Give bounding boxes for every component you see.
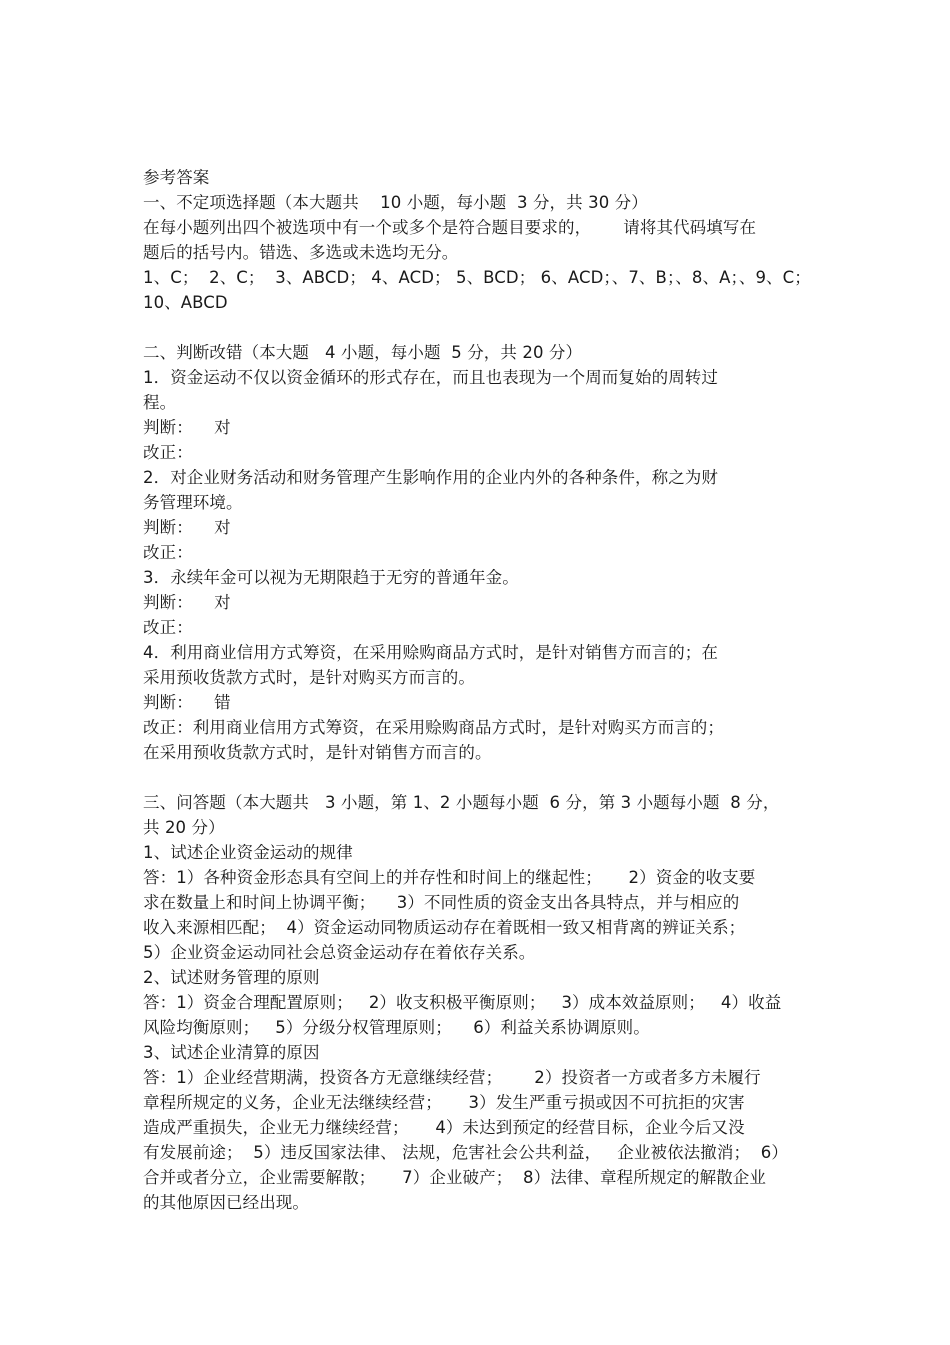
s3-q1-answer: 5）企业资金运动同社会总资金运动存在着依存关系。 — [143, 943, 536, 962]
s3-q3-answer: 的其他原因已经出现。 — [143, 1193, 309, 1212]
s2-q4-question: 采用预收货款方式时，是针对购买方而言的。 — [143, 668, 475, 687]
section1-answers-line: 1、C； 2、C； 3、ABCD； 4、ACD； 5、BCD； 6、ACD；、7、B；、8、A；、9、C； — [143, 268, 811, 287]
s3-q1-answer: 求在数量上和时间上协调平衡； 3）不同性质的资金支出各具特点，并与相应的 — [143, 893, 740, 912]
s3-q3-answer: 有发展前途； 5）违反国家法律、 法规，危害社会公共利益， 企业被依法撤消； 6） — [143, 1143, 788, 1162]
s3-q3-question: 3、试述企业清算的原因 — [143, 1043, 320, 1062]
s3-q3-answer: 答：1）企业经营期满，投资各方无意继续经营； 2）投资者一方或者多方未履行 — [143, 1068, 761, 1087]
s3-q3-answer: 造成严重损失，企业无力继续经营； 4）未达到预定的经营目标，企业今后又没 — [143, 1118, 745, 1137]
s3-q2-question: 2、试述财务管理的原则 — [143, 968, 320, 987]
section1-instructions-line: 在每小题列出四个被选项中有一个或多个是符合题目要求的， 请将其代码填写在 — [143, 218, 757, 237]
s2-q3-question: 3．永续年金可以视为无期限趋于无穷的普通年金。 — [143, 568, 519, 587]
s2-q4-question: 4．利用商业信用方式筹资，在采用赊购商品方式时，是针对销售方而言的；在 — [143, 643, 718, 662]
document-title: 参考答案 — [143, 168, 210, 187]
s2-q4-correction: 在采用预收货款方式时，是针对销售方而言的。 — [143, 743, 492, 762]
section2-heading: 二、判断改错（本大题 4 小题，每小题 5 分，共 20 分） — [143, 343, 583, 362]
s3-q1-answer: 收入来源相匹配； 4）资金运动同物质运动存在着既相一致又相背离的辨证关系； — [143, 918, 746, 937]
s3-q2-answer: 风险均衡原则； 5）分级分权管理原则； 6）利益关系协调原则。 — [143, 1018, 650, 1037]
s2-q2-question: 务管理环境。 — [143, 493, 243, 512]
s3-q3-answer: 合并或者分立，企业需要解散； 7）企业破产； 8）法律、章程所规定的解散企业 — [143, 1168, 767, 1187]
s2-q1-question: 1．资金运动不仅以资金循环的形式存在，而且也表现为一个周而复始的周转过 — [143, 368, 718, 387]
s2-q3-correction: 改正： — [143, 618, 193, 637]
s2-q1-question: 程。 — [143, 393, 177, 412]
s2-q1-judgment: 判断： 对 — [143, 418, 231, 437]
s2-q2-judgment: 判断： 对 — [143, 518, 231, 537]
s2-q2-correction: 改正： — [143, 543, 193, 562]
section3-heading: 三、问答题（本大题共 3 小题，第 1、2 小题每小题 6 分，第 3 小题每小题 8 分， — [143, 793, 780, 812]
s2-q4-judgment: 判断： 错 — [143, 693, 231, 712]
s2-q1-correction: 改正： — [143, 443, 193, 462]
s2-q2-question: 2．对企业财务活动和财务管理产生影响作用的企业内外的各种条件，称之为财 — [143, 468, 718, 487]
section1-heading: 一、不定项选择题（本大题共 10 小题，每小题 3 分，共 30 分） — [143, 193, 648, 212]
section3-heading: 共 20 分） — [143, 818, 225, 837]
s3-q1-answer: 答：1）各种资金形态具有空间上的并存性和时间上的继起性； 2）资金的收支要 — [143, 868, 756, 887]
s3-q2-answer: 答：1）资金合理配置原则； 2）收支积极平衡原则； 3）成本效益原则； 4）收益 — [143, 993, 782, 1012]
s2-q3-judgment: 判断： 对 — [143, 593, 231, 612]
s3-q3-answer: 章程所规定的义务，企业无法继续经营； 3）发生严重亏损或因不可抗拒的灾害 — [143, 1093, 745, 1112]
s2-q4-correction: 改正：利用商业信用方式筹资，在采用赊购商品方式时，是针对购买方而言的； — [143, 718, 724, 737]
section1-answers-line: 10、ABCD — [143, 293, 228, 312]
section1-instructions-line: 题后的括号内。错选、多选或未选均无分。 — [143, 243, 459, 262]
s3-q1-question: 1、试述企业资金运动的规律 — [143, 843, 353, 862]
